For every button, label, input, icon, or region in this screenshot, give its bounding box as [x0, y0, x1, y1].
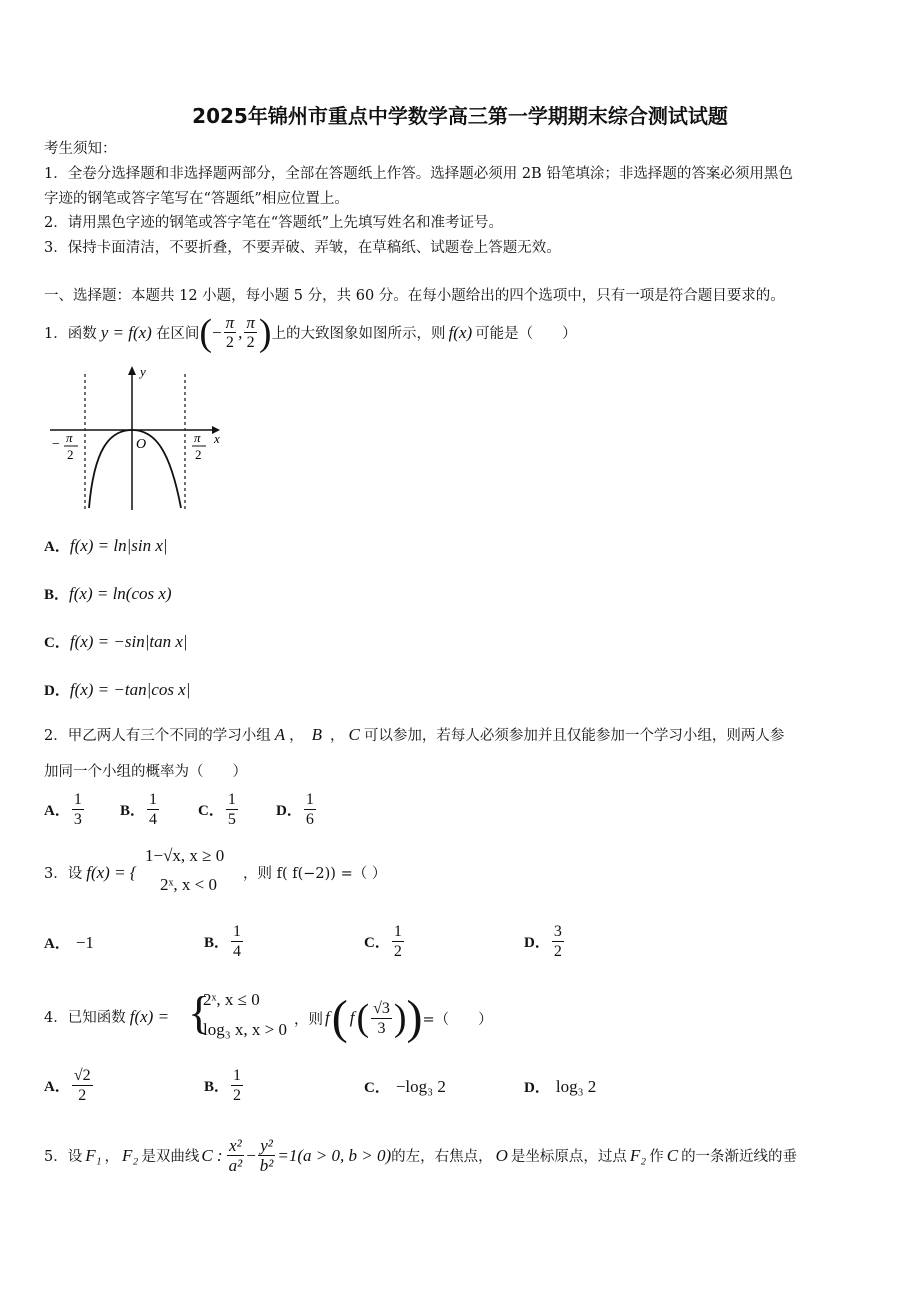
- q1-paren-left: (: [199, 311, 212, 354]
- q1-option-a[interactable]: A．f(x) = ln|sin x|: [44, 536, 168, 555]
- q1-paren-right: ): [258, 311, 272, 354]
- q4-option-a[interactable]: A． $\frac{√2}{2}$: [44, 1067, 91, 1104]
- question-5: 5．设 F₁ ， F₂ 是双曲线 C : $\frac{\text{x²}}{\text{a²}}$ − $\frac{\text{y²}}{\text{b²}}$ =1(a > 0, b > 0) 的左，右焦点， O 是坐标原点，过点 F₂ 作 C 的一条渐近线的垂: [44, 1136, 798, 1175]
- q4-case-1: 2ˣ, x ≤ 0: [203, 990, 260, 1009]
- q2-option-d[interactable]: D． $\frac{1}{6}$: [276, 791, 314, 828]
- q1-option-d[interactable]: D．f(x) = −tan|cos x|: [44, 680, 191, 699]
- pos-pi: π: [194, 430, 201, 445]
- notice-item-3: 3．保持卡面清洁，不要折叠，不要弄破、弄皱，在草稿纸、试题卷上答题无效。: [44, 240, 561, 256]
- neg-sign: −: [52, 437, 60, 452]
- q1-interval-right-frac: $\frac{\pi}{2}$: [246, 313, 255, 351]
- q3-case-1: 1−√x, x ≥ 0: [145, 846, 225, 865]
- origin-label: O: [136, 437, 147, 452]
- q3-option-a[interactable]: A． −1: [44, 933, 94, 952]
- page-title: 2025年锦州市重点中学数学高三第一学期期末综合测试试题: [192, 104, 728, 128]
- y-axis-arrow: [128, 366, 136, 375]
- q1-interval-left-frac: $\frac{\pi}{2}$: [225, 313, 235, 351]
- q1-interval-minus: −: [212, 322, 222, 342]
- function-curve: [89, 430, 181, 508]
- notice-heading: 考生须知：: [44, 141, 117, 157]
- q3-option-b[interactable]: B． $\frac{1}{4}$: [204, 923, 242, 960]
- x-axis-label: x: [214, 431, 220, 446]
- question-1: [44, 313, 577, 352]
- q1-graph: [44, 360, 234, 520]
- q1-interval-comma: ,: [238, 322, 243, 342]
- question-2-line1: 2．甲乙两人有三个不同的学习小组 A ， B ， C 可以参加，若每人必须参加并且仅能参加一个学习小组，则两人参: [44, 725, 785, 744]
- q3-case-2: 2ˣ, x < 0: [160, 875, 218, 894]
- question-2-line2: 加同一个小组的概率为（ ）: [44, 764, 247, 780]
- q2-option-c[interactable]: C． $\frac{1}{5}$: [198, 791, 236, 828]
- q1-suffix2: 可能是（ ）: [475, 326, 577, 342]
- q4-expression: ，则 f ( f ( $\frac{√3}{3}$ ) ) =（ ）: [294, 991, 493, 1044]
- q2-option-b[interactable]: B． $\frac{1}{4}$: [120, 791, 158, 828]
- q4-brace: {: [188, 987, 211, 1038]
- y-axis-label: y: [140, 364, 146, 379]
- q1-fx: f(x): [448, 322, 473, 342]
- q3-suffix: ，则 f( f(−2)) =（ ）: [243, 866, 387, 882]
- q1-option-b[interactable]: B．f(x) = ln(cos x): [44, 584, 172, 603]
- q4-option-b[interactable]: B． $\frac{1}{2}$: [204, 1067, 242, 1104]
- q1-suffix1: 上的大致图象如图所示，则: [271, 326, 446, 342]
- q3-option-c[interactable]: C． $\frac{1}{2}$: [364, 923, 402, 960]
- neg-two: 2: [67, 447, 74, 462]
- pos-two: 2: [195, 447, 202, 462]
- q4-option-d[interactable]: D． log₃ 2: [524, 1077, 597, 1096]
- section-heading: 一、选择题：本题共 12 小题，每小题 5 分，共 60 分。在每小题给出的四个选项中，只有一项是符合题目要求的。: [44, 288, 785, 304]
- q4-option-c[interactable]: C． −log₃ 2: [364, 1077, 446, 1096]
- q3-option-d[interactable]: D． $\frac{3}{2}$: [524, 923, 562, 960]
- q1-mid: 在区间: [155, 326, 200, 342]
- notice-item-1-cont: 字迹的钢笔或答字笔写在“答题纸”相应位置上。: [44, 191, 349, 207]
- q1-option-c[interactable]: C．f(x) = −sin|tan x|: [44, 632, 188, 651]
- q2-option-a[interactable]: A． $\frac{1}{3}$: [44, 791, 82, 828]
- neg-pi: π: [66, 430, 73, 445]
- notice-item-1: 1．全卷分选择题和非选择题两部分，全部在答题纸上作答。选择题必须用 2B 铅笔填涂；非选择题的答案必须用黑色: [44, 166, 793, 182]
- q3-prefix: 3．设 f(x) = {: [44, 863, 137, 882]
- q4-case-2: log₃ x, x > 0: [203, 1020, 287, 1039]
- notice-item-2: 2．请用黑色字迹的钢笔或答字笔在“答题纸”上先填写姓名和准考证号。: [44, 215, 504, 231]
- q1-prefix: 1．函数: [44, 326, 97, 342]
- q4-prefix: 4．已知函数 f(x) =: [44, 1007, 170, 1026]
- q1-func: y = f(x): [100, 322, 152, 342]
